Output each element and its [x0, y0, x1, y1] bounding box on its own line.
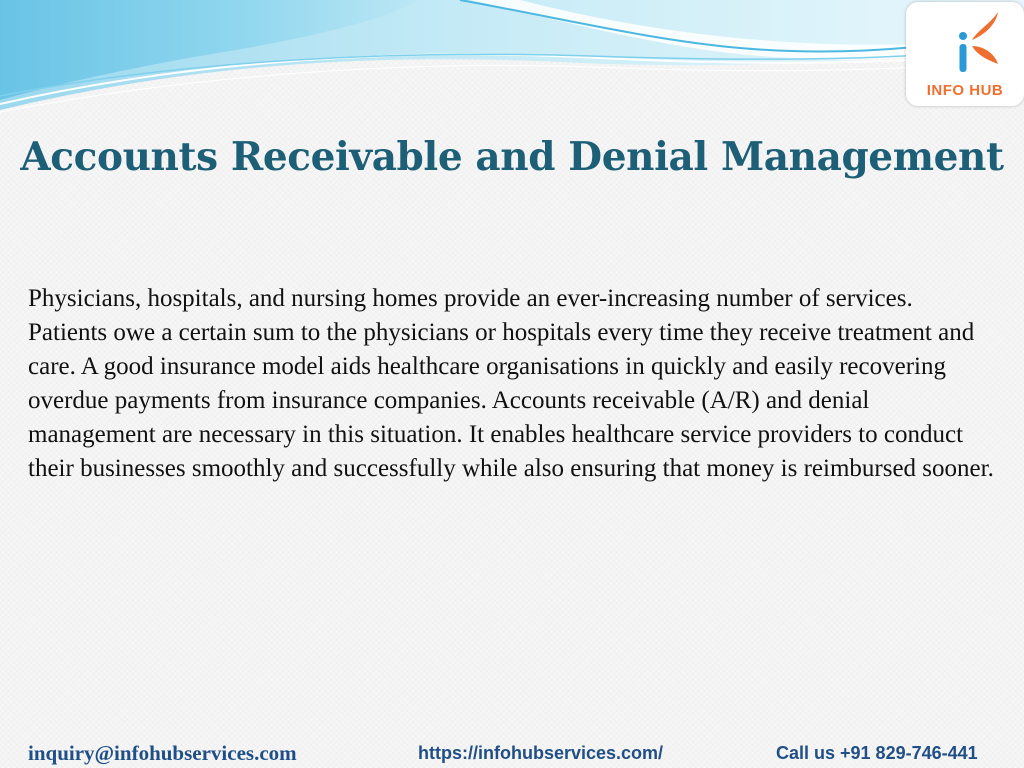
- footer-email-link[interactable]: inquiry@infohubservices.com: [28, 741, 297, 765]
- info-hub-logo-icon: [906, 2, 1024, 82]
- header-wave-decoration: [0, 0, 1024, 120]
- slide-title: Accounts Receivable and Denial Management: [20, 134, 1004, 180]
- slide-body-paragraph: Physicians, hospitals, and nursing homes provide an ever-increasing number of services. Patients owe a certain sum to the physicians or hospitals every time they receive treatment and care. A good insurance model aids healthcare organisations in quickly and easily recovering overdue payments from insurance companies. Accounts receivable (A/R) and denial management are necessary in this situation. It enables healthcare service providers to conduct their businesses smoothly and successfully while also ensuring that money is reimbursed sooner.: [28, 285, 994, 482]
- logo-text: INFO HUB: [926, 82, 1004, 99]
- footer-phone: Call us +91 829-746-441: [776, 743, 978, 763]
- footer-website-link[interactable]: https://infohubservices.com/: [418, 743, 664, 763]
- info-hub-logo: [906, 2, 1024, 106]
